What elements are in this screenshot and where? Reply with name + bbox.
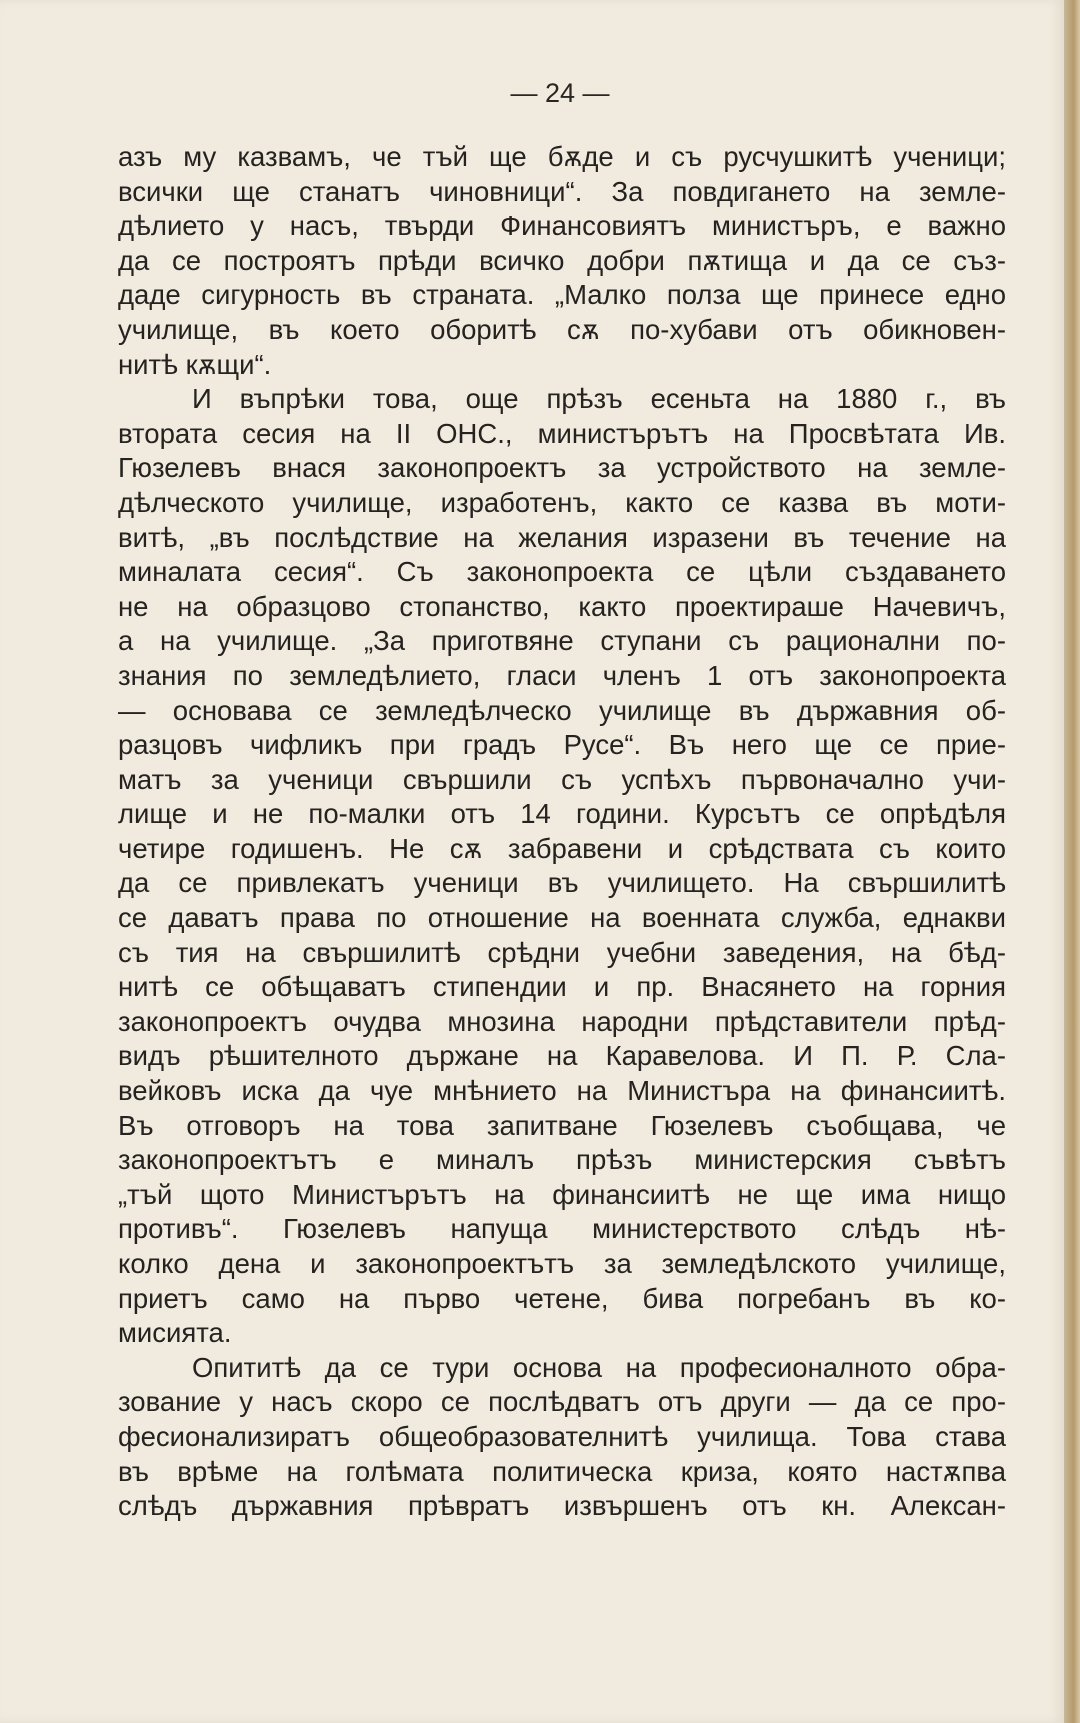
text-line: матъ за ученици свършили съ успѣхъ първоначално учи- <box>118 763 1006 795</box>
text-line: законопроектътъ е миналъ прѣзъ министерския съвѣтъ <box>118 1144 1006 1176</box>
paragraph <box>118 140 1006 382</box>
text-line: разцовъ чифликъ при градъ Русе“. Въ него ще се прие- <box>118 729 1006 761</box>
body-text <box>118 140 1006 1524</box>
text-line: зование у насъ скоро се послѣдватъ отъ други — да се про- <box>118 1386 1006 1418</box>
text-line: въ врѣме на голѣмата политическа криза, която настѫпва <box>118 1455 1006 1487</box>
page-edge <box>1064 0 1080 1723</box>
text-line: миналата сесия“. Съ законопроекта се цѣли създаването <box>118 556 1006 588</box>
text-line: се даватъ права по отношение на военната служба, еднакви <box>118 902 1006 934</box>
text-line: видъ рѣшителното държане на Каравелова. И П. Р. Сла- <box>118 1040 1006 1072</box>
text-line: дѣлието у насъ, твърди Финансовиятъ министъръ, е важно <box>118 210 1006 242</box>
text-line: всички ще станатъ чиновници“. За повдигането на земле- <box>118 175 1006 207</box>
text-line: не на образцово стопанство, както проектираше Начевичъ, <box>118 590 1006 622</box>
text-line: лище и не по-малки отъ 14 години. Курсътъ се опрѣдѣля <box>118 798 1006 830</box>
text-line: съ тия на свършилитѣ срѣдни учебни заведения, на бѣд- <box>118 936 1006 968</box>
text-line: Гюзелевъ внася законопроектъ за устройството на земле- <box>118 452 1006 484</box>
text-line: да се построятъ прѣди всичко добри пѫтища и да се съз- <box>118 244 1006 276</box>
text-line: мисията. <box>118 1317 232 1349</box>
text-line: а на училище. „За приготвяне ступани съ рационални по- <box>118 625 1006 657</box>
text-line: да се привлекатъ ученици въ училището. На свършилитѣ <box>118 867 1006 899</box>
text-line: законопроектъ очудва мнозина народни прѣдставители прѣд- <box>118 1005 1006 1037</box>
text-line: слѣдъ държавния прѣвратъ извършенъ отъ кн. Алексан- <box>118 1490 1006 1522</box>
text-line: азъ му казвамъ, че тъй ще бѫде и съ русчушкитѣ ученици; <box>118 141 1006 172</box>
text-line: противъ“. Гюзелевъ напуща министерството слѣдъ нѣ- <box>118 1213 1006 1245</box>
text-line: Опититѣ да се тури основа на професионалното обра- <box>192 1351 1006 1383</box>
text-line: фесионализиратъ общеобразователнитѣ училища. Това става <box>118 1420 1006 1452</box>
text-line: И въпрѣки това, още прѣзъ есеньта на 1880 г., въ <box>192 383 1006 415</box>
paragraph <box>118 382 1006 1351</box>
text-line: нитѣ кѫщи“. <box>118 348 272 380</box>
text-line: витѣ, „въ послѣдствие на желания изразени въ течение на <box>118 521 1006 553</box>
text-line: вейковъ иска да чуе мнѣнието на Министъра на финансиитѣ. <box>118 1075 1006 1107</box>
paragraph <box>118 1351 1006 1524</box>
page-number: — 24 — <box>510 78 610 108</box>
text-line: приетъ само на първо четене, бива погребанъ въ ко- <box>118 1282 1006 1314</box>
text-line: „тъй щото Министърътъ на финансиитѣ не ще има нищо <box>118 1178 1006 1210</box>
text-line: училище, въ което оборитѣ сѫ по-хубави отъ обикновен- <box>118 313 1006 345</box>
text-line: колко дена и законопроектътъ за земледѣлското училище, <box>118 1248 1006 1279</box>
text-line: даде сигурность въ страната. „Малко полза ще принесе едно <box>118 279 1006 311</box>
text-line: втората сесия на II ОНС., министърътъ на Просвѣтата Ив. <box>118 417 1006 449</box>
text-line: четире годишенъ. Не сѫ забравени и срѣдствата съ които <box>118 832 1006 864</box>
text-line: Въ отговоръ на това запитване Гюзелевъ съобщава, че <box>118 1109 1006 1141</box>
text-line: дѣлческото училище, изработенъ, както се казва въ моти- <box>118 486 1006 518</box>
text-line: знания по земледѣлието, гласи членъ 1 отъ законопроекта <box>118 659 1006 691</box>
text-line: нитѣ се обѣщаватъ стипендии и пр. Внасянето на горния <box>118 971 1006 1003</box>
text-line: — основава се земледѣлческо училище въ държавния об- <box>118 694 1006 726</box>
